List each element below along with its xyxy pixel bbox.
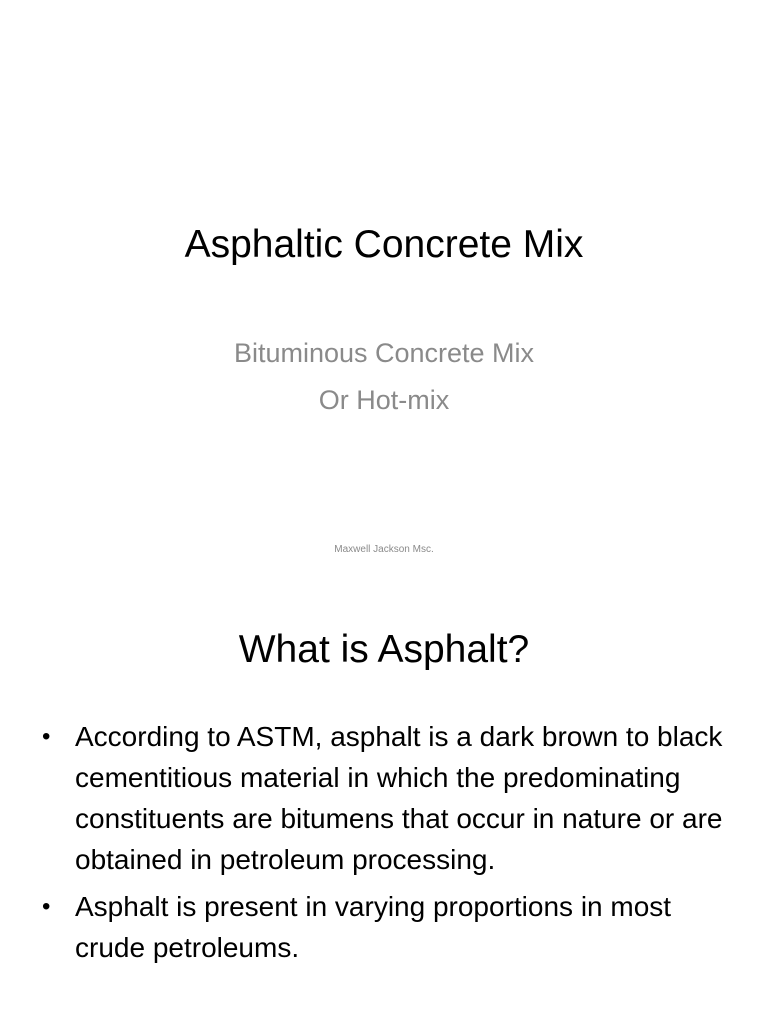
slide-heading: What is Asphalt? <box>238 628 530 671</box>
bullet-text: Asphalt is present in varying proportions in most crude petroleums. <box>75 891 672 963</box>
content-slide <box>0 576 768 1024</box>
bullet-icon: • <box>42 893 51 920</box>
bullet-list <box>40 716 728 974</box>
slide-title: Asphaltic Concrete Mix <box>184 223 584 266</box>
bullet-text: According to ASTM, asphalt is a dark brown to black cementitious material in which the predominating constituents are bitumens that occur in nature or are obtained in petroleum processing. <box>75 721 723 875</box>
slide-subtitle <box>0 330 768 424</box>
subtitle-line: Bituminous Concrete Mix <box>233 338 535 368</box>
bullet-item <box>40 716 728 880</box>
bullet-item <box>40 886 728 968</box>
subtitle-line: Or Hot-mix <box>318 385 450 415</box>
author-credit: Maxwell Jackson Msc. <box>334 544 434 555</box>
bullet-icon: • <box>42 723 51 750</box>
